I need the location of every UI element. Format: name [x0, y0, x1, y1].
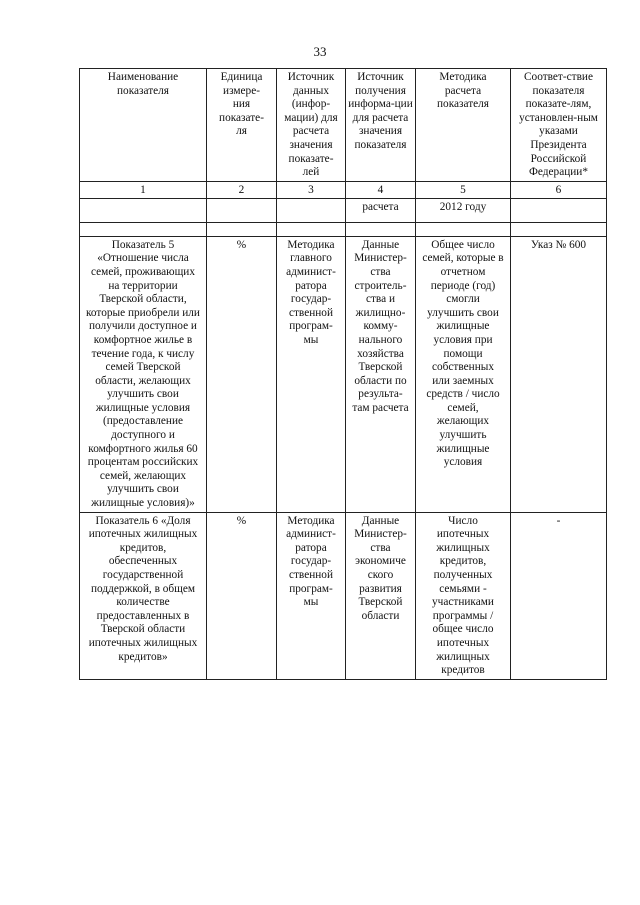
column-number: 6: [511, 181, 607, 198]
indicators-table: [79, 68, 607, 680]
continuation-cell: [511, 198, 607, 222]
page-number: 33: [313, 44, 327, 59]
column-number: 4: [346, 181, 416, 198]
header-name: Наименование показателя: [80, 69, 207, 182]
header-method: Методика расчета показателя: [416, 69, 511, 182]
column-numbers-row: [80, 181, 607, 198]
indicator-name: Показатель 5 «Отношение числа семей, проживающих на территории Тверской области, которые приобрели или получили доступное и комфортное жилье в течение года, к числу семей Тверской области, желающих улучшить свои жилищные условия (предоставление доступного и комфортного жилья 60 процентам российских семей, желающих улучшить свои жилищные условия)»: [80, 236, 207, 512]
table-row: [80, 512, 607, 679]
indicator-unit: %: [207, 236, 277, 512]
table-row: [80, 236, 607, 512]
indicator-data-source: Методика главного админист-ратора государ-ственной програм-мы: [277, 236, 346, 512]
header-compliance: Соответ-ствие показателя показате-лям, установлен-ным указами Президента Российской Федерации*: [511, 69, 607, 182]
indicator-method: Число ипотечных жилищных кредитов, полученных семьями - участниками программы / общее число ипотечных жилищных кредитов: [416, 512, 511, 679]
continuation-row: [80, 198, 607, 222]
indicator-obtain-source: Данные Министер-ства экономиче ского развития Тверской области: [346, 512, 416, 679]
column-number: 5: [416, 181, 511, 198]
indicator-unit: %: [207, 512, 277, 679]
indicator-name: Показатель 6 «Доля ипотечных жилищных кредитов, обеспеченных государственной поддержкой, в общем количестве предоставленных в Тверской области ипотечных жилищных кредитов»: [80, 512, 207, 679]
header-obtain-source: Источник получения информа-ции для расчета значения показателя: [346, 69, 416, 182]
header-data-source: Источник данных (инфор-мации) для расчета значения показате-лей: [277, 69, 346, 182]
indicator-obtain-source: Данные Министер-ства строитель-ства и жилищно-комму-нального хозяйства Тверской области по результа-там расчета: [346, 236, 416, 512]
continuation-cell: [277, 198, 346, 222]
continuation-cell: расчета: [346, 198, 416, 222]
column-number: 2: [207, 181, 277, 198]
indicator-compliance: -: [511, 512, 607, 679]
continuation-cell: 2012 году: [416, 198, 511, 222]
indicator-data-source: Методика админист-ратора государ-ственной програм-мы: [277, 512, 346, 679]
indicator-compliance: Указ № 600: [511, 236, 607, 512]
table-header-row: [80, 69, 607, 182]
continuation-cell: [207, 198, 277, 222]
spacer-row: [80, 222, 607, 236]
column-number: 1: [80, 181, 207, 198]
indicator-method: Общее число семей, которые в отчетном периоде (год) смогли улучшить свои жилищные условия при помощи собственных или заемных средств / число семей, желающих улучшить жилищные условия: [416, 236, 511, 512]
column-number: 3: [277, 181, 346, 198]
continuation-cell: [80, 198, 207, 222]
header-unit: Единица измере-ния показате-ля: [207, 69, 277, 182]
